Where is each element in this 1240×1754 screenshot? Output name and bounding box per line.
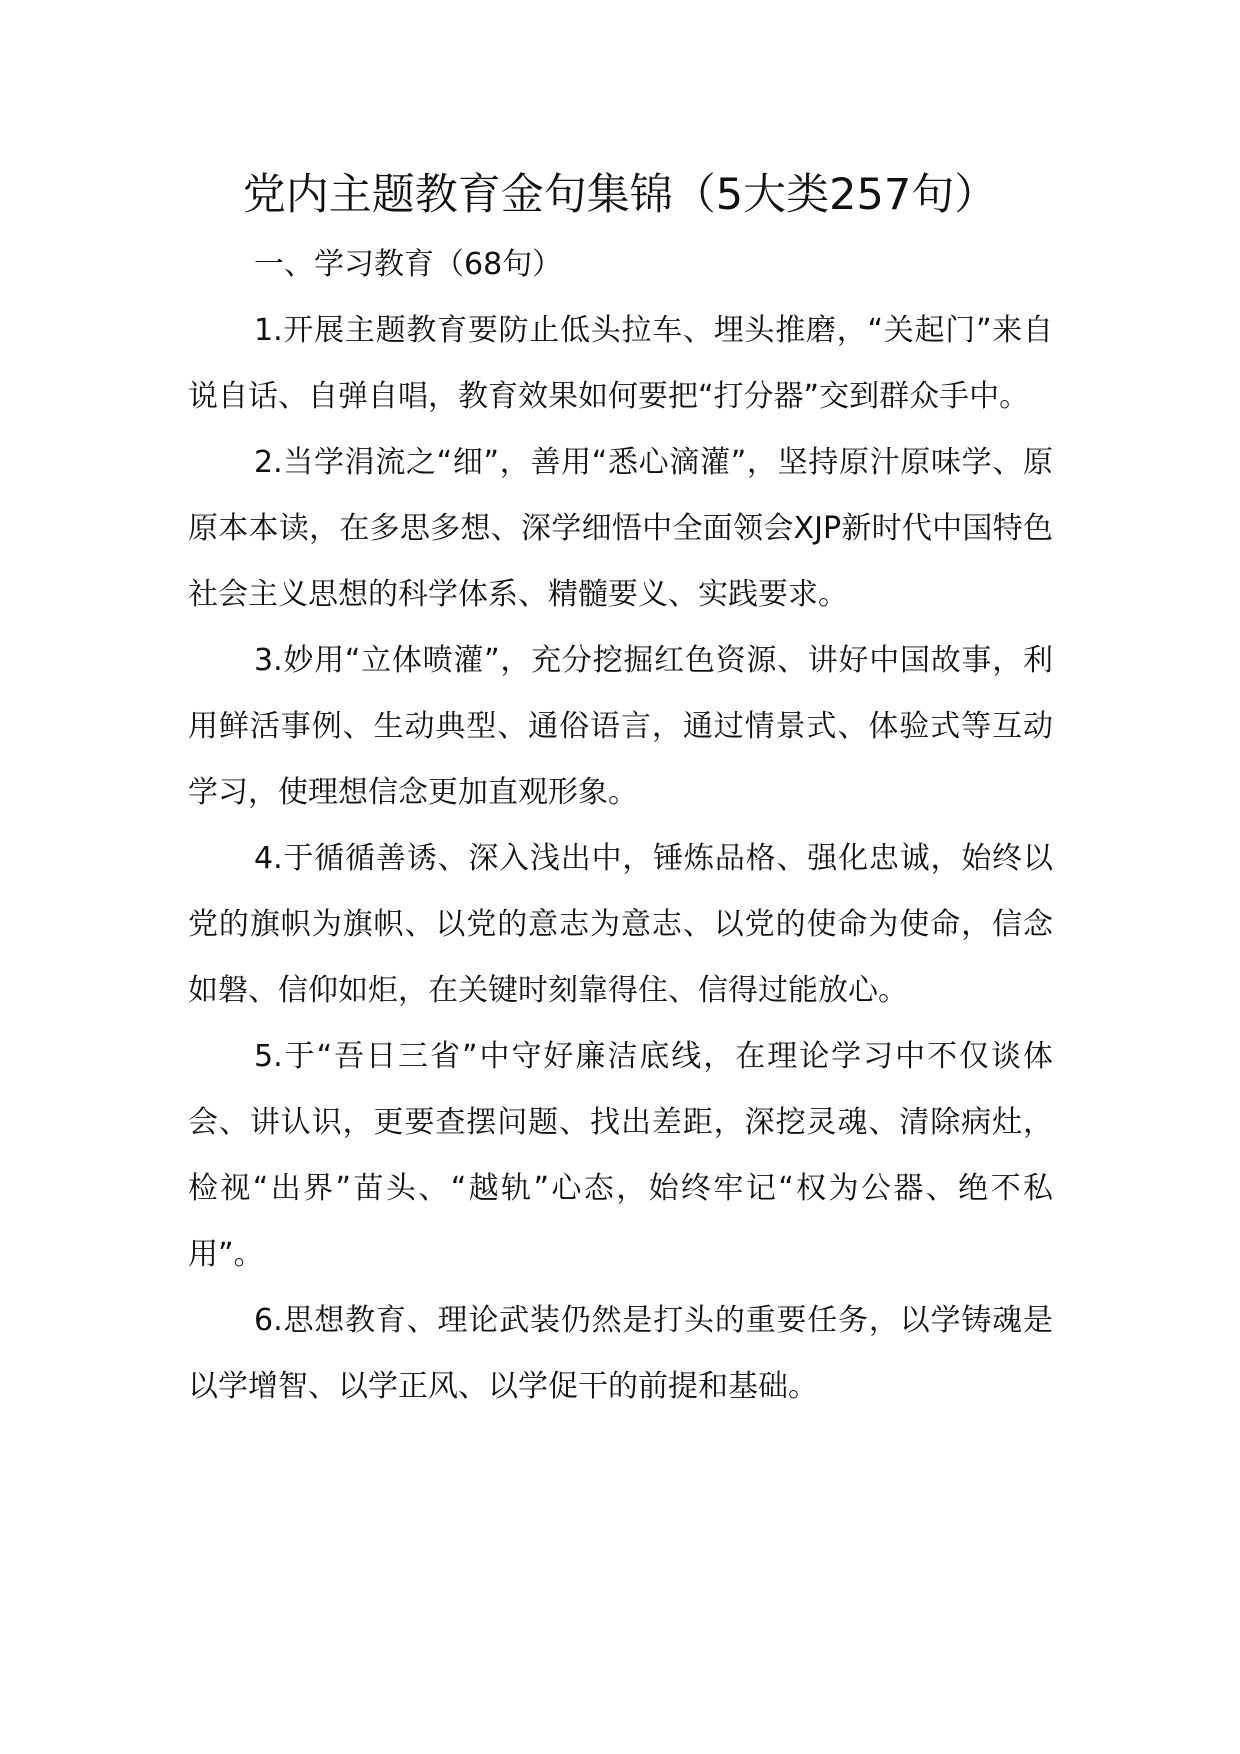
document-title: 党内主题教育金句集锦（5大类257句） — [242, 170, 998, 220]
paragraph-6: 6.思想教育、理论武装仍然是打头的重要任务，以学铸魂是以学增智、以学正风、以学促干的前提和基础。 — [188, 1303, 1053, 1404]
document-body — [188, 232, 1053, 1420]
section-heading: 一、学习教育（68句） — [254, 247, 563, 282]
paragraph-1: 1.开展主题教育要防止低头拉车、埋头推磨，“关起门”来自说自话、自弹自唱，教育效果如何要把“打分器”交到群众手中。 — [188, 313, 1053, 414]
paragraph-3: 3.妙用“立体喷灌”，充分挖掘红色资源、讲好中国故事，利用鲜活事例、生动典型、通俗语言，通过情景式、体验式等互动学习，使理想信念更加直观形象。 — [188, 643, 1053, 810]
paragraph-5: 5.于“吾日三省”中守好廉洁底线，在理论学习中不仅谈体会、讲认识，更要查摆问题、找出差距，深挖灵魂、清除病灶，检视“出界”苗头、“越轨”心态，始终牢记“权为公器、绝不私用”。 — [188, 1039, 1053, 1272]
paragraph-2: 2.当学涓流之“细”，善用“悉心滴灌”，坚持原汁原味学、原原本本读，在多思多想、深学细悟中全面领会XJP新时代中国特色社会主义思想的科学体系、精髓要义、实践要求。 — [188, 445, 1053, 612]
paragraph-4: 4.于循循善诱、深入浅出中，锤炼品格、强化忠诚，始终以党的旗帜为旗帜、以党的意志为意志、以党的使命为使命，信念如磐、信仰如炬，在关键时刻靠得住、信得过能放心。 — [188, 841, 1053, 1008]
